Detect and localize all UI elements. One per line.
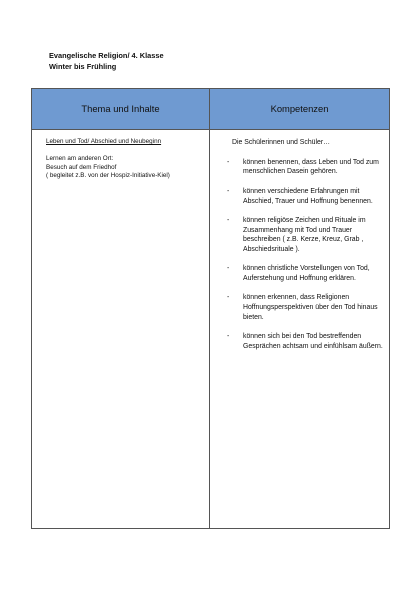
- competency-item: [210, 158, 383, 177]
- competencies-intro: Die Schülerinnen und Schüler…: [232, 139, 331, 146]
- content-line: Lernen am anderen Ort:: [46, 155, 114, 163]
- content-line: Besuch auf dem Friedhof: [46, 163, 117, 171]
- competency-item: [210, 187, 383, 206]
- dash-bullet: -: [227, 187, 230, 195]
- document-header: [49, 51, 164, 72]
- competencies-cell: [210, 138, 389, 361]
- course-title: Evangelische Religion/ 4. Klasse: [49, 51, 164, 60]
- dash-bullet: -: [227, 158, 230, 166]
- term-label: Winter bis Frühling: [49, 61, 117, 71]
- competency-item: [210, 293, 383, 322]
- competency-item: [210, 332, 383, 351]
- competency-text: können sich bei den Tod bestreffenden Gesprächen achtsam und einfühlsam äußern.: [243, 333, 383, 350]
- column-header-competencies: Kompetenzen: [270, 103, 329, 114]
- table-header-row: [32, 89, 389, 130]
- competency-item: [210, 216, 383, 255]
- dash-bullet: -: [227, 333, 230, 341]
- competency-text: können erkennen, dass Religionen Hoffnungsperspektiven über den Tod hinaus bieten.: [243, 294, 378, 321]
- competency-text: können benennen, dass Leben und Tod zum menschlichen Dasein gehören.: [243, 158, 379, 176]
- topic-title: Leben und Tod/ Abschied und Neubeginn: [46, 138, 162, 145]
- column-header-topics: Thema und Inhalte: [81, 103, 160, 114]
- dash-bullet: -: [227, 294, 230, 302]
- curriculum-table: [31, 88, 390, 529]
- dash-bullet: -: [227, 265, 230, 273]
- dash-bullet: -: [227, 216, 230, 224]
- topics-cell: [46, 138, 206, 181]
- competency-text: können christliche Vorstellungen von Tod, Auferstehung und Hoffnung erklären.: [243, 265, 370, 283]
- content-line: ( begleitet z.B. von der Hospiz-Initiative-Kiel): [46, 172, 170, 180]
- competency-text: können verschiedene Erfahrungen mit Abschied, Trauer und Hoffnung benennen.: [243, 187, 373, 205]
- competency-text: können religiöse Zeichen und Rituale im Zusammenhang mit Tod und Trauer beschreiben ( z.B. Kerze, Kreuz, Grab , Abschiedsrituale ).: [243, 216, 366, 253]
- competency-item: [210, 264, 383, 283]
